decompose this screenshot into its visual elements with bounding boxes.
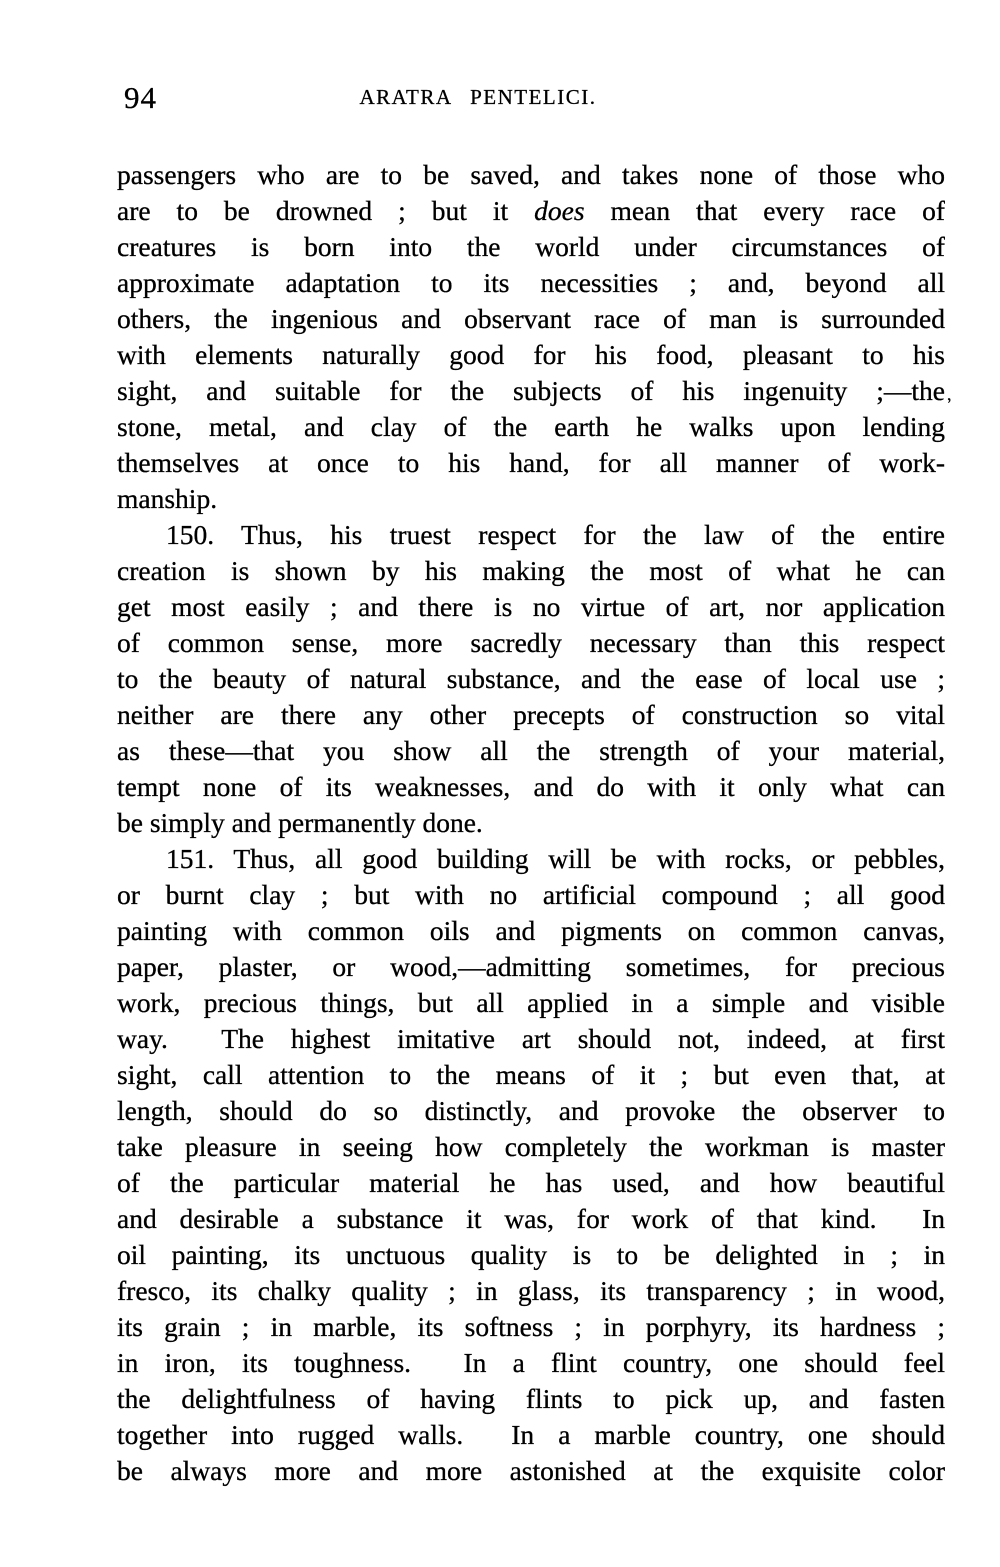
text-line xyxy=(117,661,945,697)
text-segment: oil painting, its unctuous quality is to be delighted in ; in xyxy=(117,1239,945,1270)
text-segment: 150. Thus, his truest respect for the law of the entire xyxy=(166,519,945,550)
text-segment: stone, metal, and clay of the earth he walks upon lending xyxy=(117,411,945,442)
text-line xyxy=(117,517,945,553)
text-segment: or burnt clay ; but with no artificial compound ; all good xyxy=(117,879,945,910)
text-segment: as these—that you show all the strength of your material, xyxy=(117,735,945,766)
text-segment: be simply and permanently done. xyxy=(117,807,483,838)
text-segment: be always more and more astonished at the exquisite color xyxy=(117,1455,945,1486)
text-segment: themselves at once to his hand, for all manner of work- xyxy=(117,447,945,478)
text-line xyxy=(117,1309,945,1345)
text-segment: way. The highest imitative art should not, indeed, at first xyxy=(117,1023,945,1054)
text-line xyxy=(117,1165,945,1201)
text-line xyxy=(117,1129,945,1165)
text-block xyxy=(117,157,945,1489)
text-line xyxy=(117,877,945,913)
text-line xyxy=(117,1093,945,1129)
text-segment: sight, and suitable for the subjects of his ingenuity ;—the xyxy=(117,375,945,406)
text-segment: approximate adaptation to its necessities ; and, beyond all xyxy=(117,267,945,298)
text-segment: manship. xyxy=(117,483,218,514)
text-segment: tempt none of its weaknesses, and do with it only what can xyxy=(117,771,945,802)
text-line xyxy=(117,193,945,229)
text-line xyxy=(117,697,945,733)
text-line xyxy=(117,1057,945,1093)
text-line xyxy=(117,769,945,805)
text-segment: are to be drowned ; but it xyxy=(117,195,535,226)
text-line xyxy=(117,409,945,445)
text-segment: of common sense, more sacredly necessary than this respect xyxy=(117,627,945,658)
text-line xyxy=(117,1273,945,1309)
text-line xyxy=(117,1453,945,1489)
text-line xyxy=(117,481,945,517)
text-line xyxy=(117,1417,945,1453)
text-line xyxy=(117,157,945,193)
text-line xyxy=(117,841,945,877)
text-line xyxy=(117,733,945,769)
text-line xyxy=(117,1381,945,1417)
text-line xyxy=(117,1237,945,1273)
text-line xyxy=(117,805,945,841)
page-number: 94 xyxy=(124,80,157,115)
text-line xyxy=(117,373,945,409)
text-line xyxy=(117,1201,945,1237)
text-segment: with elements naturally good for his food, pleasant to his xyxy=(117,339,945,370)
text-line xyxy=(117,553,945,589)
text-line xyxy=(117,913,945,949)
text-segment: painting with common oils and pigments on common canvas, xyxy=(117,915,945,946)
scan-speck-artifact: , xyxy=(944,384,953,405)
text-line xyxy=(117,1021,945,1057)
text-line xyxy=(117,589,945,625)
text-line xyxy=(117,625,945,661)
text-segment: to the beauty of natural substance, and the ease of local use ; xyxy=(117,663,945,694)
text-segment: of the particular material he has used, and how beautiful xyxy=(117,1167,945,1198)
running-title: ARATRA PENTELICI. xyxy=(359,85,597,109)
text-segment: the delightfulness of having flints to pick up, and fasten xyxy=(117,1383,945,1414)
text-segment: get most easily ; and there is no virtue of art, nor application xyxy=(117,591,945,622)
text-segment: neither are there any other precepts of construction so vital xyxy=(117,699,945,730)
text-segment: length, should do so distinctly, and provoke the observer to xyxy=(117,1095,945,1126)
text-segment: mean that every race of xyxy=(584,195,945,226)
text-segment: passengers who are to be saved, and takes none of those who xyxy=(117,159,945,190)
text-line xyxy=(117,985,945,1021)
text-line xyxy=(117,949,945,985)
text-segment: 151. Thus, all good building will be with rocks, or pebbles, xyxy=(166,843,945,874)
text-segment: creation is shown by his making the most of what he can xyxy=(117,555,945,586)
text-line xyxy=(117,229,945,265)
text-segment: together into rugged walls. In a marble country, one should xyxy=(117,1419,945,1450)
text-segment: take pleasure in seeing how completely the workman is master xyxy=(117,1131,945,1162)
text-segment: work, precious things, but all applied in a simple and visible xyxy=(117,987,945,1018)
text-segment: others, the ingenious and observant race of man is surrounded xyxy=(117,303,945,334)
italic-text-segment: does xyxy=(534,195,585,226)
text-line xyxy=(117,1345,945,1381)
text-segment: its grain ; in marble, its softness ; in porphyry, its hardness ; xyxy=(117,1311,945,1342)
text-segment: in iron, its toughness. In a flint country, one should feel xyxy=(117,1347,945,1378)
text-line xyxy=(117,301,945,337)
text-segment: paper, plaster, or wood,—admitting sometimes, for precious xyxy=(117,951,945,982)
text-line xyxy=(117,445,945,481)
text-line xyxy=(117,265,945,301)
text-segment: creatures is born into the world under circumstances of xyxy=(117,231,945,262)
text-segment: sight, call attention to the means of it ; but even that, at xyxy=(117,1059,945,1090)
text-segment: and desirable a substance it was, for work of that kind. In xyxy=(117,1203,945,1234)
text-segment: fresco, its chalky quality ; in glass, its transparency ; in wood, xyxy=(117,1275,945,1306)
text-line xyxy=(117,337,945,373)
